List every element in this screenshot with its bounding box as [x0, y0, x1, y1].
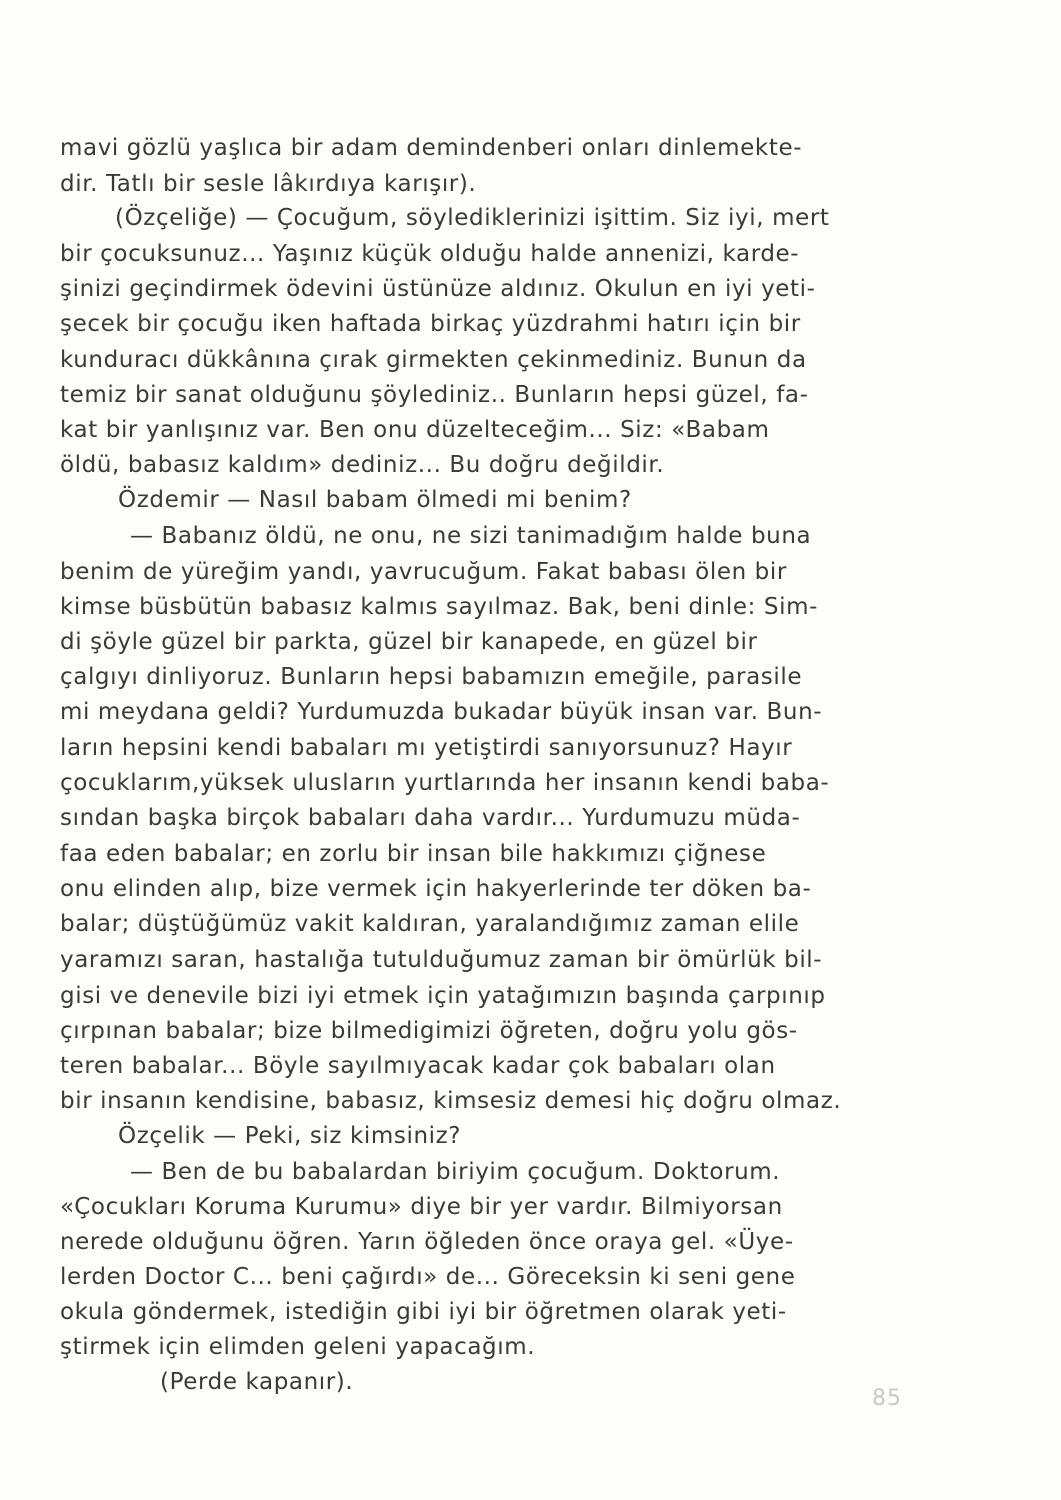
text-line: (Özçeliğe) — Çocuğum, söylediklerinizi işittim. Siz iyi, mert [115, 205, 830, 231]
text-line: mavi gözlü yaşlıca bir adam demindenberi onları dinlemekte- [60, 135, 803, 161]
text-line: (Perde kapanır). [160, 1369, 354, 1395]
text-line: yaramızı saran, hastalığa tutulduğumuz zaman bir ömürlük bil- [60, 947, 823, 973]
text-line: şecek bir çocuğu iken haftada birkaç yüzdrahmi hatırı için bir [60, 311, 801, 337]
text-line: bir çocuksunuz... Yaşınız küçük olduğu halde annenizi, karde- [60, 241, 800, 267]
text-line: çalgıyı dinliyoruz. Bunların hepsi babamızın emeğile, parasile [60, 664, 803, 690]
page-number: 85 [872, 1386, 902, 1411]
text-line: ların hepsini kendi babaları mı yetiştirdi sanıyorsunuz? Hayır [60, 735, 793, 761]
text-line: di şöyle güzel bir parkta, güzel bir kanapede, en güzel bir [60, 629, 758, 655]
text-line: çırpınan babalar; bize bilmedigimizi öğreten, doğru yolu gös- [60, 1018, 798, 1044]
text-line: onu elinden alıp, bize vermek için hakyerlerinde ter döken ba- [60, 876, 812, 902]
text-line: kunduracı dükkânına çırak girmekten çekinmediniz. Bunun da [60, 347, 807, 373]
text-line: bir insanın kendisine, babasız, kimsesiz demesi hiç doğru olmaz. [60, 1088, 842, 1114]
text-line: çocuklarım,yüksek ulusların yurtlarında her insanın kendi baba- [60, 770, 830, 796]
text-line: Özçelik — Peki, siz kimsiniz? [118, 1123, 462, 1149]
text-line: öldü, babasız kaldım» dediniz... Bu doğru değildir. [60, 452, 665, 478]
text-line: teren babalar... Böyle sayılmıyacak kadar çok babaları olan [60, 1053, 776, 1079]
text-line: ştirmek için elimden geleni yapacağım. [60, 1334, 536, 1360]
text-line: okula göndermek, istediğin gibi iyi bir öğretmen olarak yeti- [60, 1299, 787, 1325]
text-line: mi meydana geldi? Yurdumuzda bukadar büyük insan var. Bun- [60, 699, 823, 725]
text-line: balar; düştüğümüz vakit kaldıran, yaralandığımız zaman elile [60, 911, 800, 937]
text-line: Özdemir — Nasıl babam ölmedi mi benim? [118, 487, 632, 513]
text-line: sından başka birçok babaları daha vardır... Yurdumuzu müda- [60, 805, 801, 831]
text-line: «Çocukları Koruma Kurumu» diye bir yer vardır. Bilmiyorsan [60, 1194, 783, 1220]
text-line: — Babanız öldü, ne onu, ne sizi tanimadığım halde buna [130, 523, 812, 549]
text-line: dir. Tatlı bir sesle lâkırdıya karışır). [60, 171, 477, 197]
text-line: şinizi geçindirmek ödevini üstünüze aldınız. Okulun en iyi yeti- [60, 276, 816, 302]
text-line: — Ben de bu babalardan biriyim çocuğum. Doktorum. [130, 1159, 781, 1185]
text-line: kat bir yanlışınız var. Ben onu düzelteceğim... Siz: «Babam [60, 417, 770, 443]
text-line: benim de yüreğim yandı, yavrucuğum. Fakat babası ölen bir [60, 559, 787, 585]
text-line: lerden Doctor C... beni çağırdı» de... Göreceksin ki seni gene [60, 1264, 796, 1290]
text-line: gisi ve denevile bizi iyi etmek için yatağımızın başında çarpınıp [60, 983, 826, 1009]
text-line: nerede olduğunu öğren. Yarın öğleden önce oraya gel. «Üye- [60, 1229, 794, 1255]
text-line: temiz bir sanat olduğunu şöylediniz.. Bunların hepsi güzel, fa- [60, 382, 809, 408]
text-line: faa eden babalar; en zorlu bir insan bile hakkımızı çiğnese [60, 841, 767, 867]
text-line: kimse büsbütün babasız kalmıs sayılmaz. Bak, beni dinle: Sim- [60, 594, 818, 620]
